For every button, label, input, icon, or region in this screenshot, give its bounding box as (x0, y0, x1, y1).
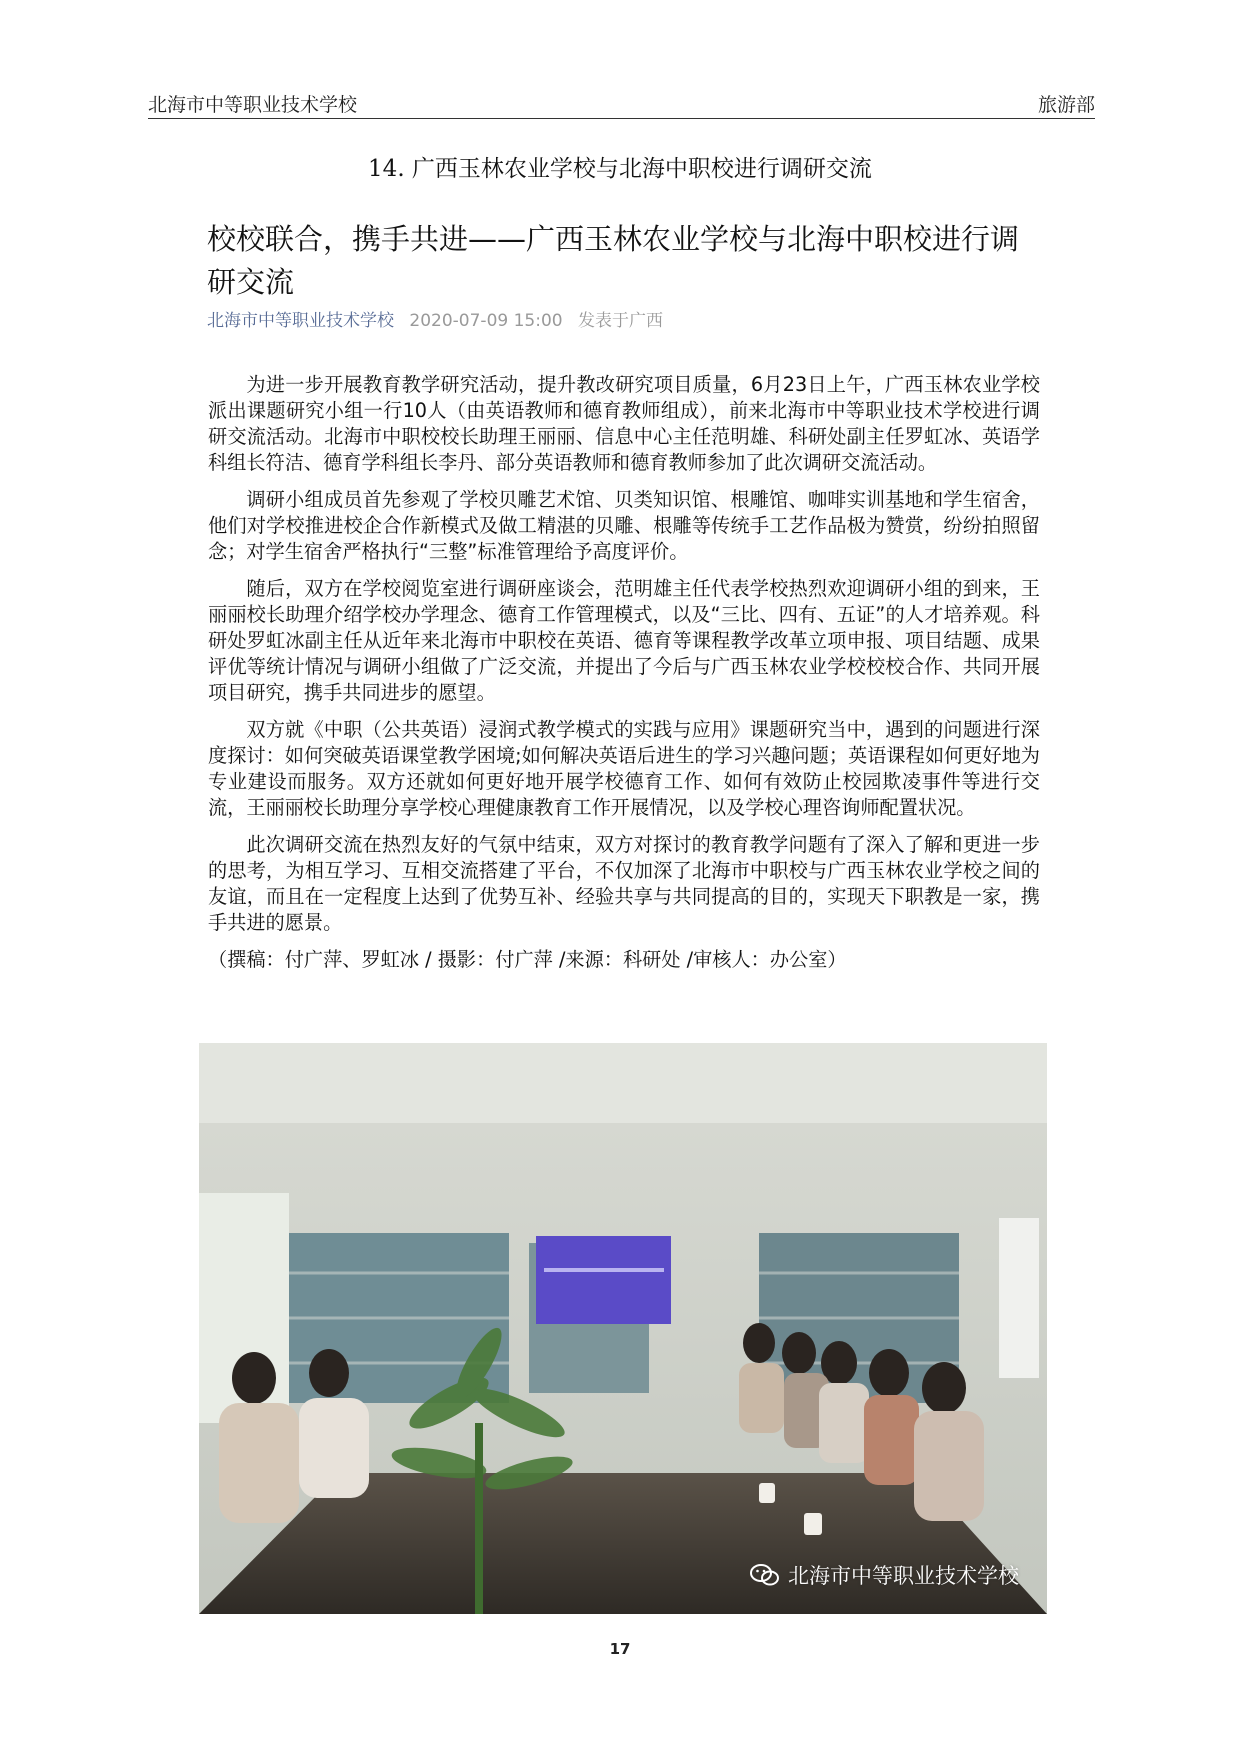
article-paragraph: 调研小组成员首先参观了学校贝雕艺术馆、贝类知识馆、根雕馆、咖啡实训基地和学生宿舍，他们对学校推进校企合作新模式及做工精湛的贝雕、根雕等传统手工艺作品极为赞赏，纷纷拍照留念；对学生宿舍严格执行“三整”标准管理给予高度评价。 (208, 488, 1040, 563)
page-header (148, 88, 1095, 119)
article-paragraph: 此次调研交流在热烈友好的气氛中结束，双方对探讨的教育教学问题有了深入了解和更进一步的思考，为相互学习、互相交流搭建了平台，不仅加深了北海市中职校与广西玉林农业学校之间的友谊，而且在一定程度上达到了优势互补、经验共享与共同提高的目的，实现天下职教是一家，携手共进的愿景。 (208, 833, 1040, 934)
watermark-text: 北海市中等职业技术学校 (788, 1564, 1019, 1588)
article-author-link[interactable]: 北海市中等职业技术学校 (207, 311, 394, 331)
article-body (208, 372, 1040, 984)
article-title: 校校联合，携手共进——广西玉林农业学校与北海中职校进行调研交流 (207, 222, 1020, 299)
article-location: 发表于广西 (578, 311, 664, 331)
header-school-name: 北海市中等职业技术学校 (148, 94, 358, 116)
photo-watermark (750, 1560, 1019, 1590)
article-paragraph: 为进一步开展教育教学研究活动，提升教改研究项目质量，6月23日上午，广西玉林农业学校派出课题研究小组一行10人（由英语教师和德育教师组成），前来北海市中等职业技术学校进行调研交流活动。北海市中职校校长助理王丽丽、信息中心主任范明雄、科研处副主任罗虹冰、英语学科组长符洁、德育学科组长李丹、部分英语教师和德育教师参加了此次调研交流活动。 (208, 373, 1040, 474)
article-paragraph: 双方就《中职（公共英语）浸润式教学模式的实践与应用》课题研究当中，遇到的问题进行深度探讨：如何突破英语课堂教学困境;如何解决英语后进生的学习兴趣问题；英语课程如何更好地为专业建设而服务。双方还就如何更好地开展学校德育工作、如何有效防止校园欺凌事件等进行交流，王丽丽校长助理分享学校心理健康教育工作开展情况，以及学校心理咨询师配置状况。 (208, 718, 1040, 819)
wechat-icon (750, 1563, 780, 1587)
meeting-photo (199, 1043, 1047, 1614)
article-paragraph: 随后，双方在学校阅览室进行调研座谈会，范明雄主任代表学校热烈欢迎调研小组的到来，王丽丽校长助理介绍学校办学理念、德育工作管理模式，以及“三比、四有、五证”的人才培养观。科研处罗虹冰副主任从近年来北海市中职校在英语、德育等课程教学改革立项申报、项目结题、成果评优等统计情况与调研小组做了广泛交流，并提出了今后与广西玉林农业学校校校合作、共同开展项目研究，携手共同进步的愿望。 (208, 577, 1040, 704)
article-credit: （撰稿：付广萍、罗虹冰 / 摄影：付广萍 /来源：科研处 /审核人：办公室） (208, 948, 847, 971)
article-datetime: 2020-07-09 15:00 (409, 311, 563, 331)
header-department: 旅游部 (1037, 94, 1095, 116)
article-byline (207, 306, 663, 331)
section-heading: 14. 广西玉林农业学校与北海中职校进行调研交流 (368, 156, 872, 182)
page-number: 17 (609, 1640, 631, 1658)
meeting-photo-illustration (199, 1043, 1047, 1614)
